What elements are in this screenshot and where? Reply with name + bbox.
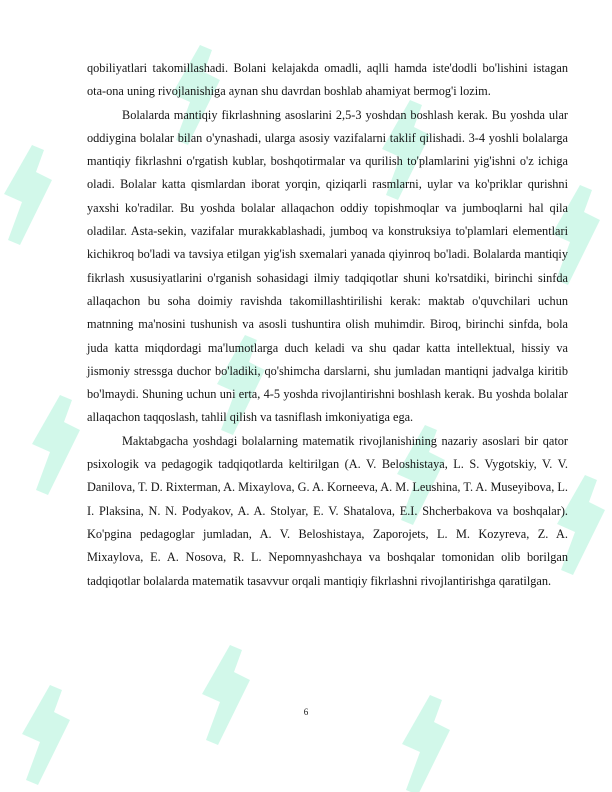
watermark-logo-icon — [20, 390, 90, 500]
watermark-logo-icon — [390, 690, 460, 792]
paragraph: Maktabgacha yoshdagi bolalarning matematik rivojlanishining nazariy asoslari bir qator psixologik va pedagogik tadqiqotlarda keltirilgan (A. V. Beloshistaya, L. S. Vygotskiy, V. V. Danilova, T. D. Rixterman, A. Mixaylova, G. A. Korneeva, A. M. Leushina, T. A. Museyibova, L. I. Plaksina, N. N. Podyakov, A. A. Stolyar, E. V. Shatalova, E.I. Shcherbakova va boshqalar). Ko'pgina pedagoglar jumladan, A. V. Beloshistaya, Zaporojets, L. M. Kozyreva, Z. A. Mixaylova, E. A. Nosova, R. L. Nepomnyashchaya va boshqalar tomonidan olib borilgan tadqiqotlar bolalarda matematik tasavvur orqali mantiqiy fikrlashni rivojlantirishga qaratilgan. — [87, 433, 568, 588]
paragraph: qobiliyatlari takomillashadi. Bolani kelajakda omadli, aqlli hamda iste'dodli bo'lishini istagan ota-ona uning rivojlanishiga aynan shu davrdan boshlab ahamiyat bermog'i lozim. — [87, 61, 568, 99]
watermark-logo-icon — [190, 640, 260, 750]
page-number: 6 — [303, 707, 309, 717]
body-text — [87, 57, 568, 593]
paragraph: Bolalarda mantiqiy fikrlashning asoslarini 2,5-3 yoshdan boshlash kerak. Bu yoshda ular oddiygina bolalar bilan o'ynashadi, ularga asosiy vazifalarni taklif qilishadi. 3-4 yoshli bolalarga mantiqiy fikrlashni o'rgatish kublar, boshqotirmalar va qurilish to'plamlarini yig'ishni o'z ichiga oladi. Bolalar katta qismlardan iborat yorqin, qiziqarli rasmlarni, uylar va ko'priklar qurishni yaxshi ko'radilar. Bu yoshda bolalar allaqachon oddiy topishmoqlar va jumboqlarni hal qila oladilar. Asta-sekin, vazifalar murakkablashadi, jumboq va konstruksiya to'plamlari elementlari kichikroq bo'ladi va tavsiya etilgan yig'ish sxemalari yanada qiyinroq bo'ladi. Bolalarda mantiqiy fikrlash xususiyatlarini o'rganish sohasidagi ilmiy tadqiqotlar shuni ko'rsatdiki, birinchi sinfda allaqachon bu soha doimiy ravishda takomillashtirilishi kerak: maktab o'quvchilari uchun matnning ma'nosini tushunish va asosli tushuntira olish muhimdir. Biroq, birinchi sinfda, bola juda katta miqdordagi ma'lumotlarga duch keladi va shu qadar katta intellektual, hissiy va jismoniy stressga duchor bo'ladiki, qo'shimcha darslarni, shu jumladan mantiqni jadvalga kiritib bo'lmaydi. Shuning uchun uni erta, 4-5 yoshda rivojlantirishni boshlash kerak. Bu yoshda bolalar allaqachon taqqoslash, tahlil qilish va tasniflash imkoniyatiga ega. — [87, 107, 568, 425]
watermark-logo-icon — [0, 140, 62, 250]
watermark-logo-icon — [10, 680, 80, 790]
